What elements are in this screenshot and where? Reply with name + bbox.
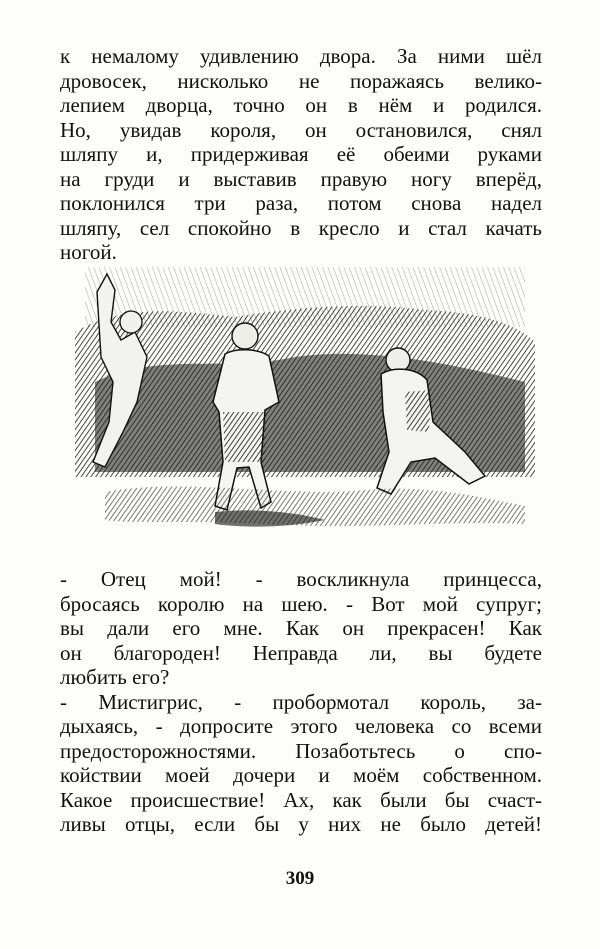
text-line: Но, увидав короля, он остановился, снял (60, 117, 542, 142)
text-line: дровосек, нисколько не поражаясь велико- (60, 68, 542, 93)
text-line: койствии моей дочери и моём собственном. (60, 763, 542, 787)
text-line: дыхаясь, - допросите этого человека со всеми (60, 714, 542, 738)
text-line: - Отец мой! - воскликнула принцесса, (60, 567, 542, 591)
text-line: предосторожностями. Позаботьтесь о спо- (60, 738, 542, 763)
text-line: ливы отцы, если бы у них не было детей! (60, 812, 542, 836)
text-line: шляпу, сел спокойно в кресло и стал качать (60, 215, 542, 240)
paragraph-bottom (60, 567, 542, 837)
text-line: он благороден! Неправда ли, вы будете (60, 640, 542, 665)
text-line: бросаясь королю на шею. - Вот мой супруг; (60, 591, 542, 616)
text-line: поклонился три раза, потом снова надел (60, 191, 542, 215)
text-line: Какое происшествие! Ах, как были бы счаст- (60, 787, 542, 812)
text-line: любить его? (60, 665, 170, 689)
engraving-illustration (65, 262, 537, 547)
text-line: лепием дворца, точно он в нём и родился. (60, 93, 542, 117)
text-line: шляпу и, придерживая её обеими руками (60, 142, 542, 166)
text-line: ногой. (60, 240, 117, 264)
text-line: к немалому удивлению двора. За ними шёл (60, 44, 542, 68)
text-line: на груди и выставив правую ногу вперёд, (60, 166, 542, 191)
paragraph-top (60, 44, 542, 265)
text-line: - Мистигрис, - пробормотал король, за- (60, 689, 542, 714)
text-line: вы дали его мне. Как он прекрасен! Как (60, 616, 542, 640)
page-number: 309 (285, 868, 315, 889)
